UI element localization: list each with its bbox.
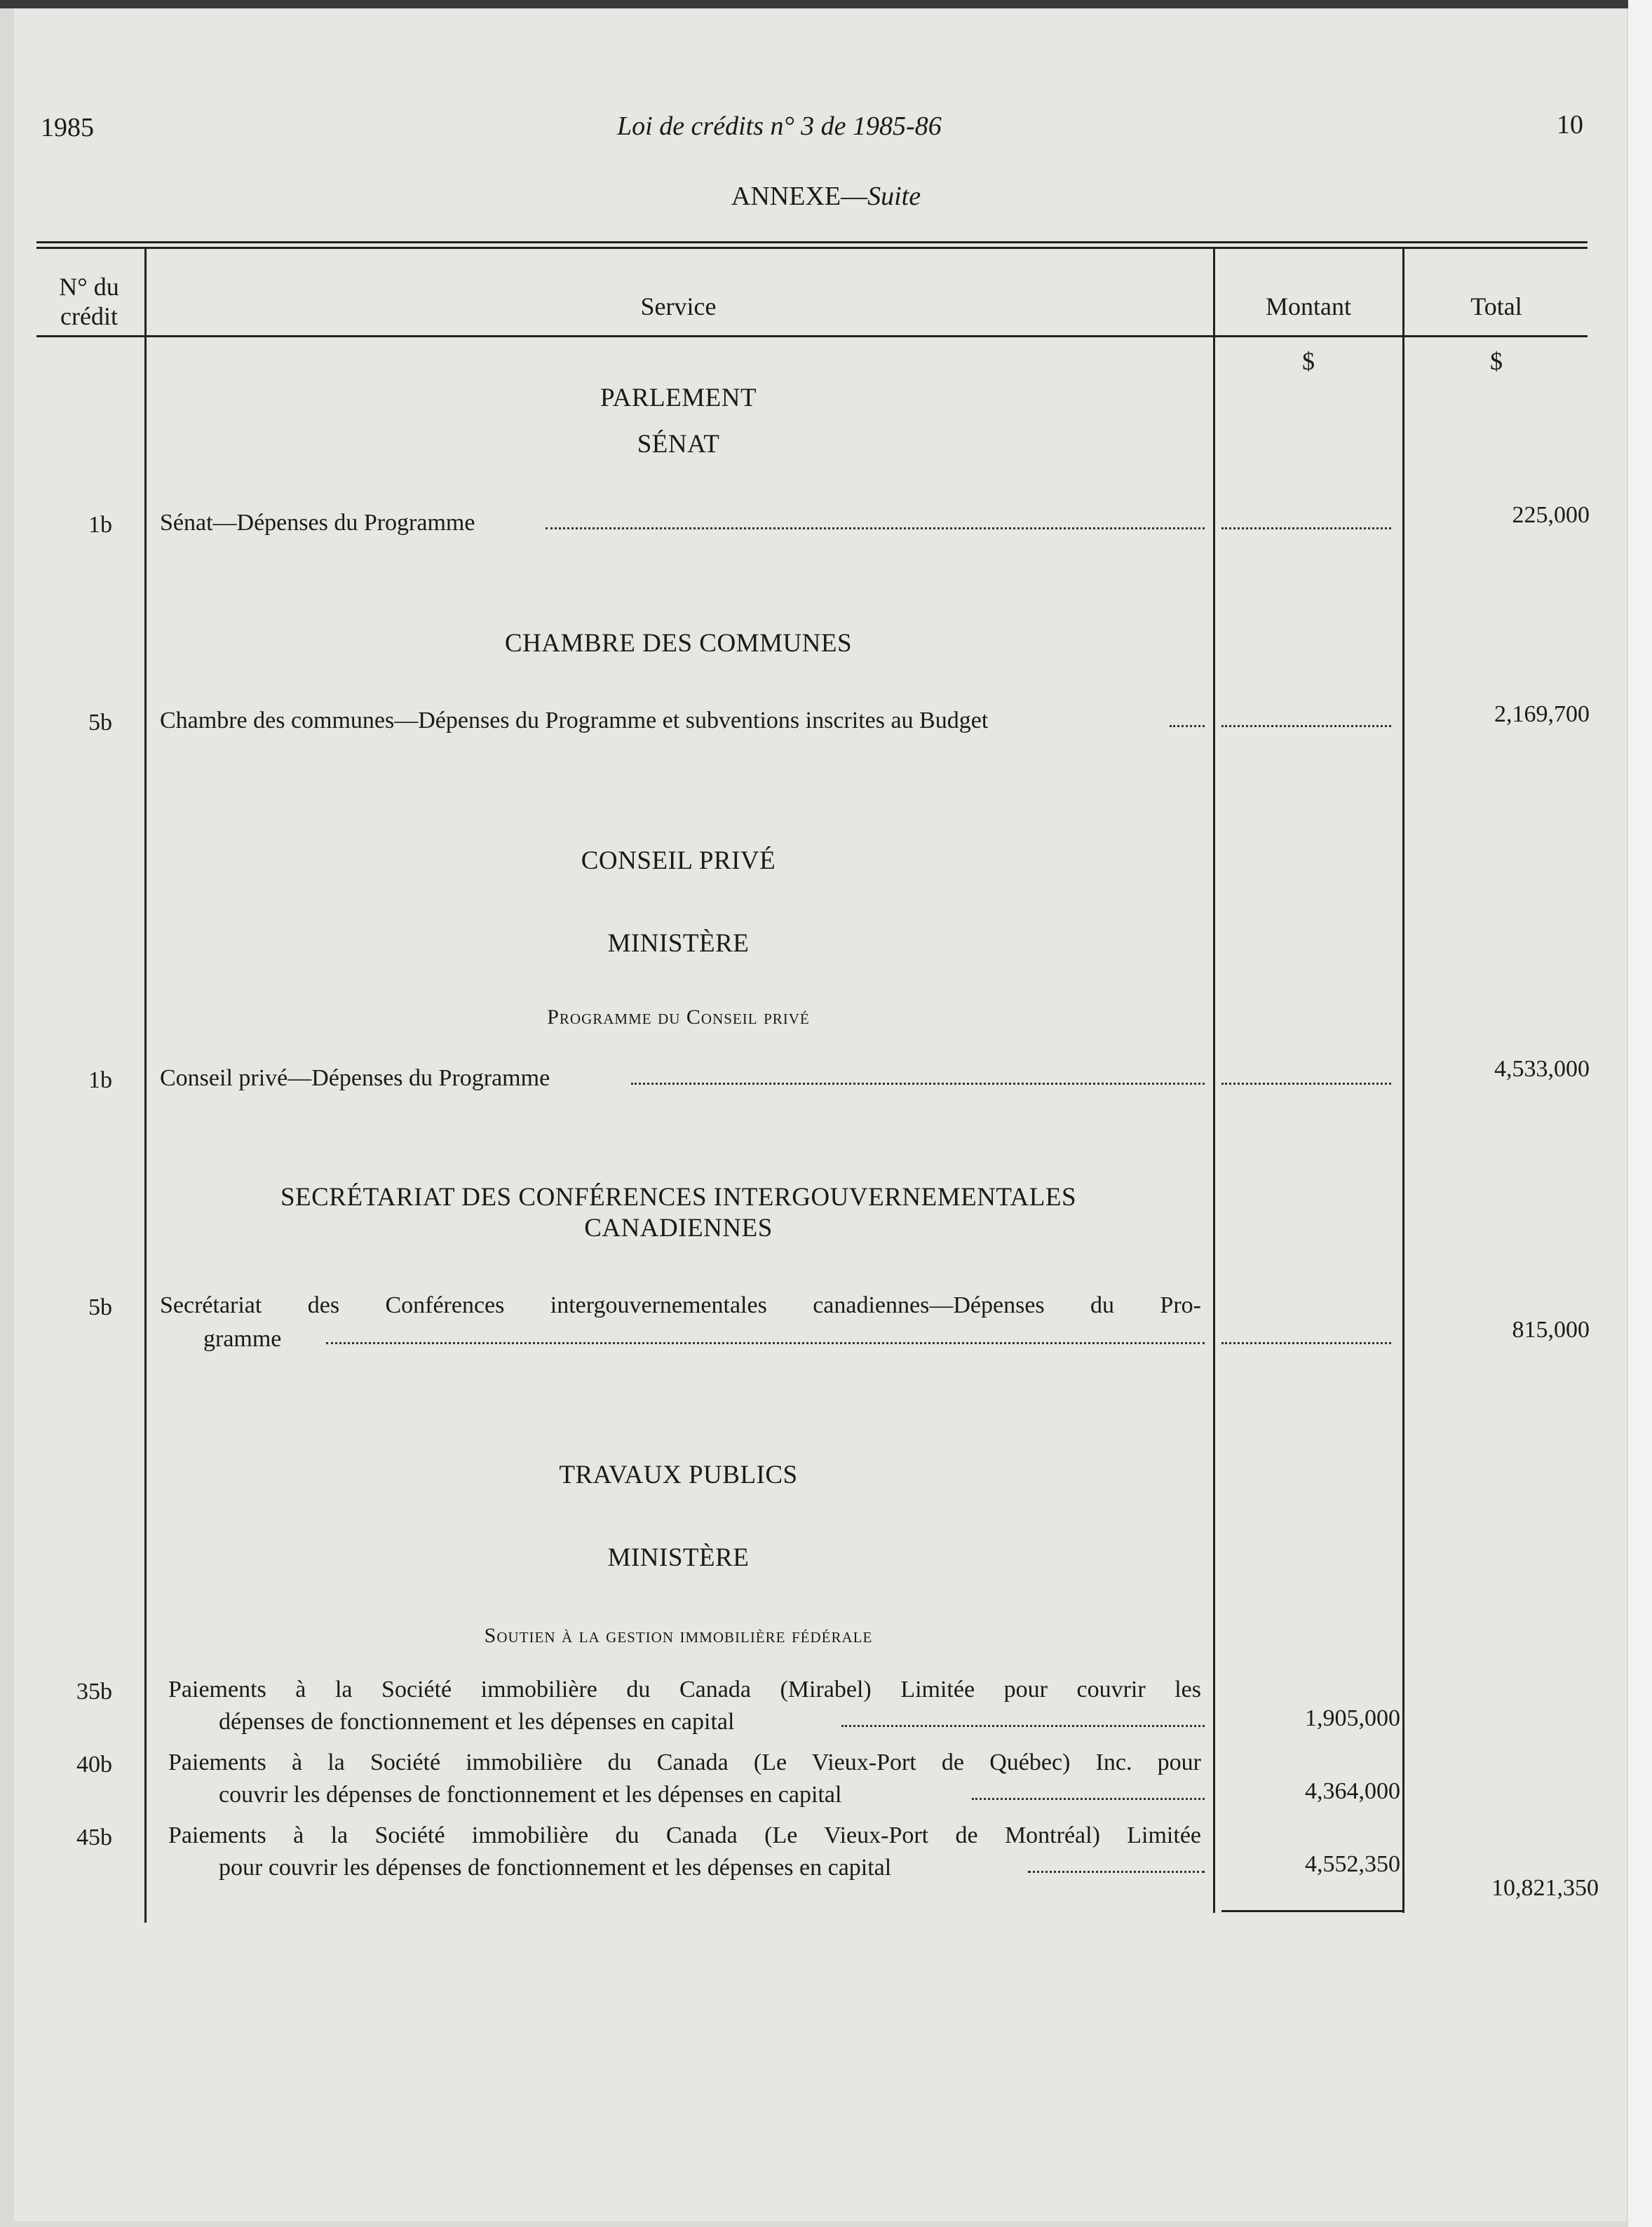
- page-edge: [1628, 0, 1652, 2227]
- credit-number: 40b: [76, 1752, 112, 1778]
- header-bottom-rule: [36, 335, 1587, 337]
- credit-number: 1b: [88, 512, 112, 538]
- dot-leader: [631, 1083, 1205, 1085]
- credit-number: 35b: [76, 1679, 112, 1705]
- dot-leader: [841, 1725, 1205, 1727]
- service-text: Paiements à la Société immobilière du Canada (Le Vieux-Port de Montréal) Limitée: [168, 1822, 1201, 1848]
- col-header-credit: [36, 272, 142, 331]
- section-senat: SÉNAT: [637, 430, 720, 459]
- service-text-continued: gramme: [203, 1326, 282, 1352]
- service-text: Paiements à la Société immobilière du Canada (Le Vieux-Port de Québec) Inc. pour: [168, 1749, 1201, 1775]
- col-header-credit-line2: crédit: [60, 302, 118, 330]
- dot-leader: [1170, 725, 1205, 727]
- table-top-rule-1: [36, 241, 1587, 243]
- dot-leader: [546, 527, 1205, 529]
- credit-number: 1b: [88, 1067, 112, 1093]
- service-text: Paiements à la Société immobilière du Canada (Mirabel) Limitée pour couvrir les: [168, 1677, 1201, 1703]
- service-text-continued: couvrir les dépenses de fonctionnement et les dépenses en capital: [219, 1782, 842, 1808]
- service-text: Conseil privé—Dépenses du Programme: [160, 1065, 550, 1091]
- col-header-service: Service: [640, 292, 717, 320]
- subtotal-rule: [1221, 1910, 1402, 1912]
- service-text: Secrétariat des Conférences intergouvernementales canadiennes—Dépenses du Pro-: [160, 1292, 1201, 1318]
- header-title: Loi de crédits n° 3 de 1985-86: [617, 111, 942, 141]
- annex-title-main: ANNEXE: [731, 182, 841, 211]
- montant-amount: 4,552,350: [1305, 1851, 1400, 1877]
- dot-leader: [1221, 1083, 1391, 1085]
- col-header-montant: Montant: [1266, 292, 1351, 320]
- service-text: Sénat—Dépenses du Programme: [160, 510, 475, 536]
- section-parlement: PARLEMENT: [600, 384, 757, 412]
- total-amount: 10,821,350: [1491, 1875, 1599, 1901]
- montant-amount: 4,364,000: [1305, 1778, 1400, 1804]
- montant-amount: 1,905,000: [1305, 1705, 1400, 1731]
- table-top-rule-2: [36, 247, 1587, 249]
- total-amount: 2,169,700: [1494, 701, 1590, 727]
- service-text-continued: pour couvrir les dépenses de fonctionnement et les dépenses en capital: [219, 1855, 892, 1881]
- service-text-continued: dépenses de fonctionnement et les dépenses en capital: [219, 1709, 735, 1735]
- dot-leader: [326, 1342, 1205, 1344]
- annex-title: ANNEXE—Suite: [731, 182, 921, 211]
- col-divider-2: [1213, 247, 1215, 1913]
- annex-title-suffix: Suite: [867, 182, 921, 211]
- total-amount: 4,533,000: [1494, 1056, 1590, 1082]
- subsection-programme-conseil: Programme du Conseil privé: [547, 1006, 810, 1029]
- col-header-total: Total: [1470, 292, 1522, 320]
- section-conseil-prive: CONSEIL PRIVÉ: [581, 846, 776, 875]
- total-unit: $: [1490, 347, 1503, 375]
- section-secretariat-line2: CANADIENNES: [584, 1214, 773, 1243]
- total-amount: 815,000: [1512, 1317, 1590, 1343]
- dot-leader: [972, 1798, 1205, 1800]
- col-divider-3: [1402, 247, 1404, 1913]
- col-divider-1: [144, 247, 147, 1923]
- section-ministere: MINISTÈRE: [607, 929, 750, 958]
- document-page: [14, 8, 1627, 2221]
- total-amount: 225,000: [1512, 502, 1590, 528]
- service-text: Chambre des communes—Dépenses du Programme et subventions inscrites au Budget: [160, 708, 989, 733]
- montant-unit: $: [1302, 347, 1315, 375]
- header-year: 1985: [41, 113, 94, 142]
- credit-number: 45b: [76, 1825, 112, 1850]
- section-ministere-2: MINISTÈRE: [607, 1543, 750, 1572]
- dot-leader: [1221, 725, 1391, 727]
- credit-number: 5b: [88, 1294, 112, 1320]
- dot-leader: [1221, 1342, 1391, 1344]
- credit-number: 5b: [88, 710, 112, 736]
- dot-leader: [1221, 527, 1391, 529]
- page-number: 10: [1557, 110, 1583, 140]
- section-communes: CHAMBRE DES COMMUNES: [504, 629, 853, 658]
- section-secretariat-line1: SECRÉTARIAT DES CONFÉRENCES INTERGOUVERNEMENTALES: [280, 1183, 1077, 1212]
- section-travaux-publics: TRAVAUX PUBLICS: [559, 1461, 798, 1489]
- col-header-credit-line1: N° du: [59, 273, 119, 301]
- scan-top-edge: [0, 0, 1652, 8]
- subsection-soutien: Soutien à la gestion immobilière fédérale: [484, 1624, 873, 1647]
- dot-leader: [1028, 1871, 1205, 1873]
